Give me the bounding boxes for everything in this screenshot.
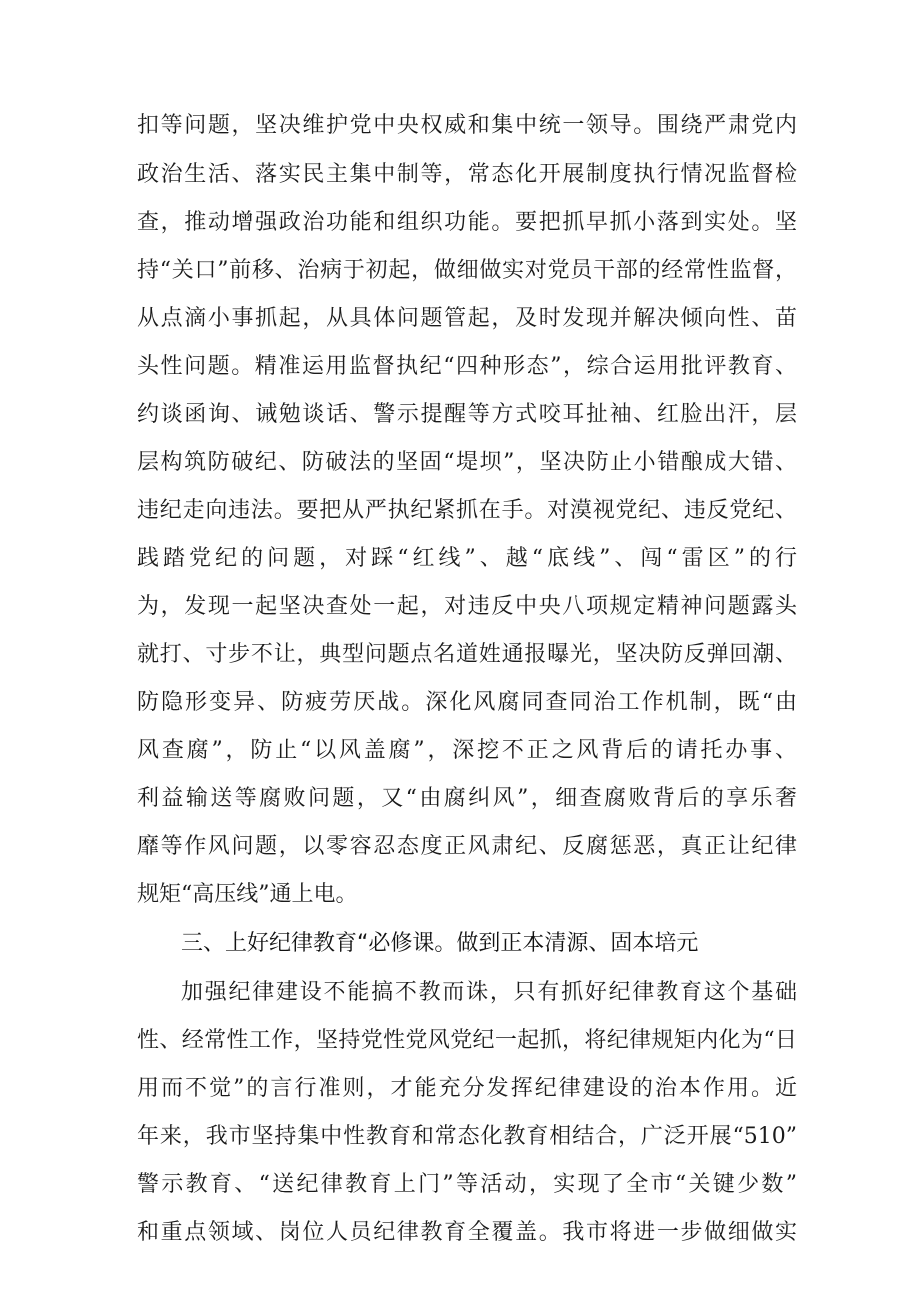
- body-line: 加强纪律建设不能搞不教而诛，只有抓好纪律教育这个基础: [181, 980, 797, 1005]
- body-line: 为，发现一起坚决查处一起，对违反中央八项规定精神问题露头: [137, 594, 797, 619]
- body-line: 和重点领域、岗位人员纪律教育全覆盖。我市将进一步做细做实: [137, 1220, 797, 1245]
- section-heading: 三、上好纪律教育“必修课。做到正本清源、固本培元: [181, 931, 699, 956]
- body-line: 警示教育、“送纪律教育上门”等活动，实现了全市“关键少数”: [137, 1172, 797, 1197]
- body-line: 利益输送等腐败问题，又“由腐纠风”，细查腐败背后的享乐奢: [137, 786, 797, 811]
- body-line: 查，推动增强政治功能和组织功能。要把抓早抓小落到实处。坚: [137, 210, 797, 235]
- body-line: 约谈函询、诫勉谈话、警示提醒等方式咬耳扯袖、红脸出汗，层: [137, 402, 797, 427]
- body-line: 扣等问题，坚决维护党中央权威和集中统一领导。围绕严肃党内: [137, 113, 797, 138]
- body-line: 持“关口”前移、治病于初起，做细做实对党员干部的经常性监督，: [137, 258, 797, 283]
- body-line: 政治生活、落实民主集中制等，常态化开展制度执行情况监督检: [137, 162, 797, 187]
- body-line: 用而不觉”的言行准则，才能充分发挥纪律建设的治本作用。近: [137, 1076, 797, 1101]
- body-line: 头性问题。精准运用监督执纪“四种形态”，综合运用批评教育、: [137, 354, 797, 379]
- body-line: 违纪走向违法。要把从严执纪紧抓在手。对漠视党纪、违反党纪、: [137, 498, 797, 523]
- body-line: 年来，我市坚持集中性教育和常态化教育相结合，广泛开展“510”: [137, 1124, 797, 1149]
- body-line: 靡等作风问题，以零容忍态度正风肃纪、反腐惩恶，真正让纪律: [137, 834, 797, 859]
- body-line: 规矩“高压线”通上电。: [137, 882, 358, 907]
- body-line: 践踏党纪的问题，对踩“红线”、越“底线”、闯“雷区”的行: [137, 546, 797, 571]
- body-line: 性、经常性工作，坚持党性党风党纪一起抓，将纪律规矩内化为“日: [137, 1028, 797, 1053]
- body-line: 风查腐”，防止“以风盖腐”，深挖不正之风背后的请托办事、: [137, 738, 797, 763]
- body-line: 防隐形变异、防疲劳厌战。深化风腐同查同治工作机制，既“由: [137, 690, 797, 715]
- body-line: 就打、寸步不让，典型问题点名道姓通报曝光，坚决防反弹回潮、: [137, 642, 797, 667]
- body-line: 层构筑防破纪、防破法的坚固“堤坝”，坚决防止小错酿成大错、: [137, 450, 797, 475]
- body-line: 从点滴小事抓起，从具体问题管起，及时发现并解决倾向性、苗: [137, 306, 797, 331]
